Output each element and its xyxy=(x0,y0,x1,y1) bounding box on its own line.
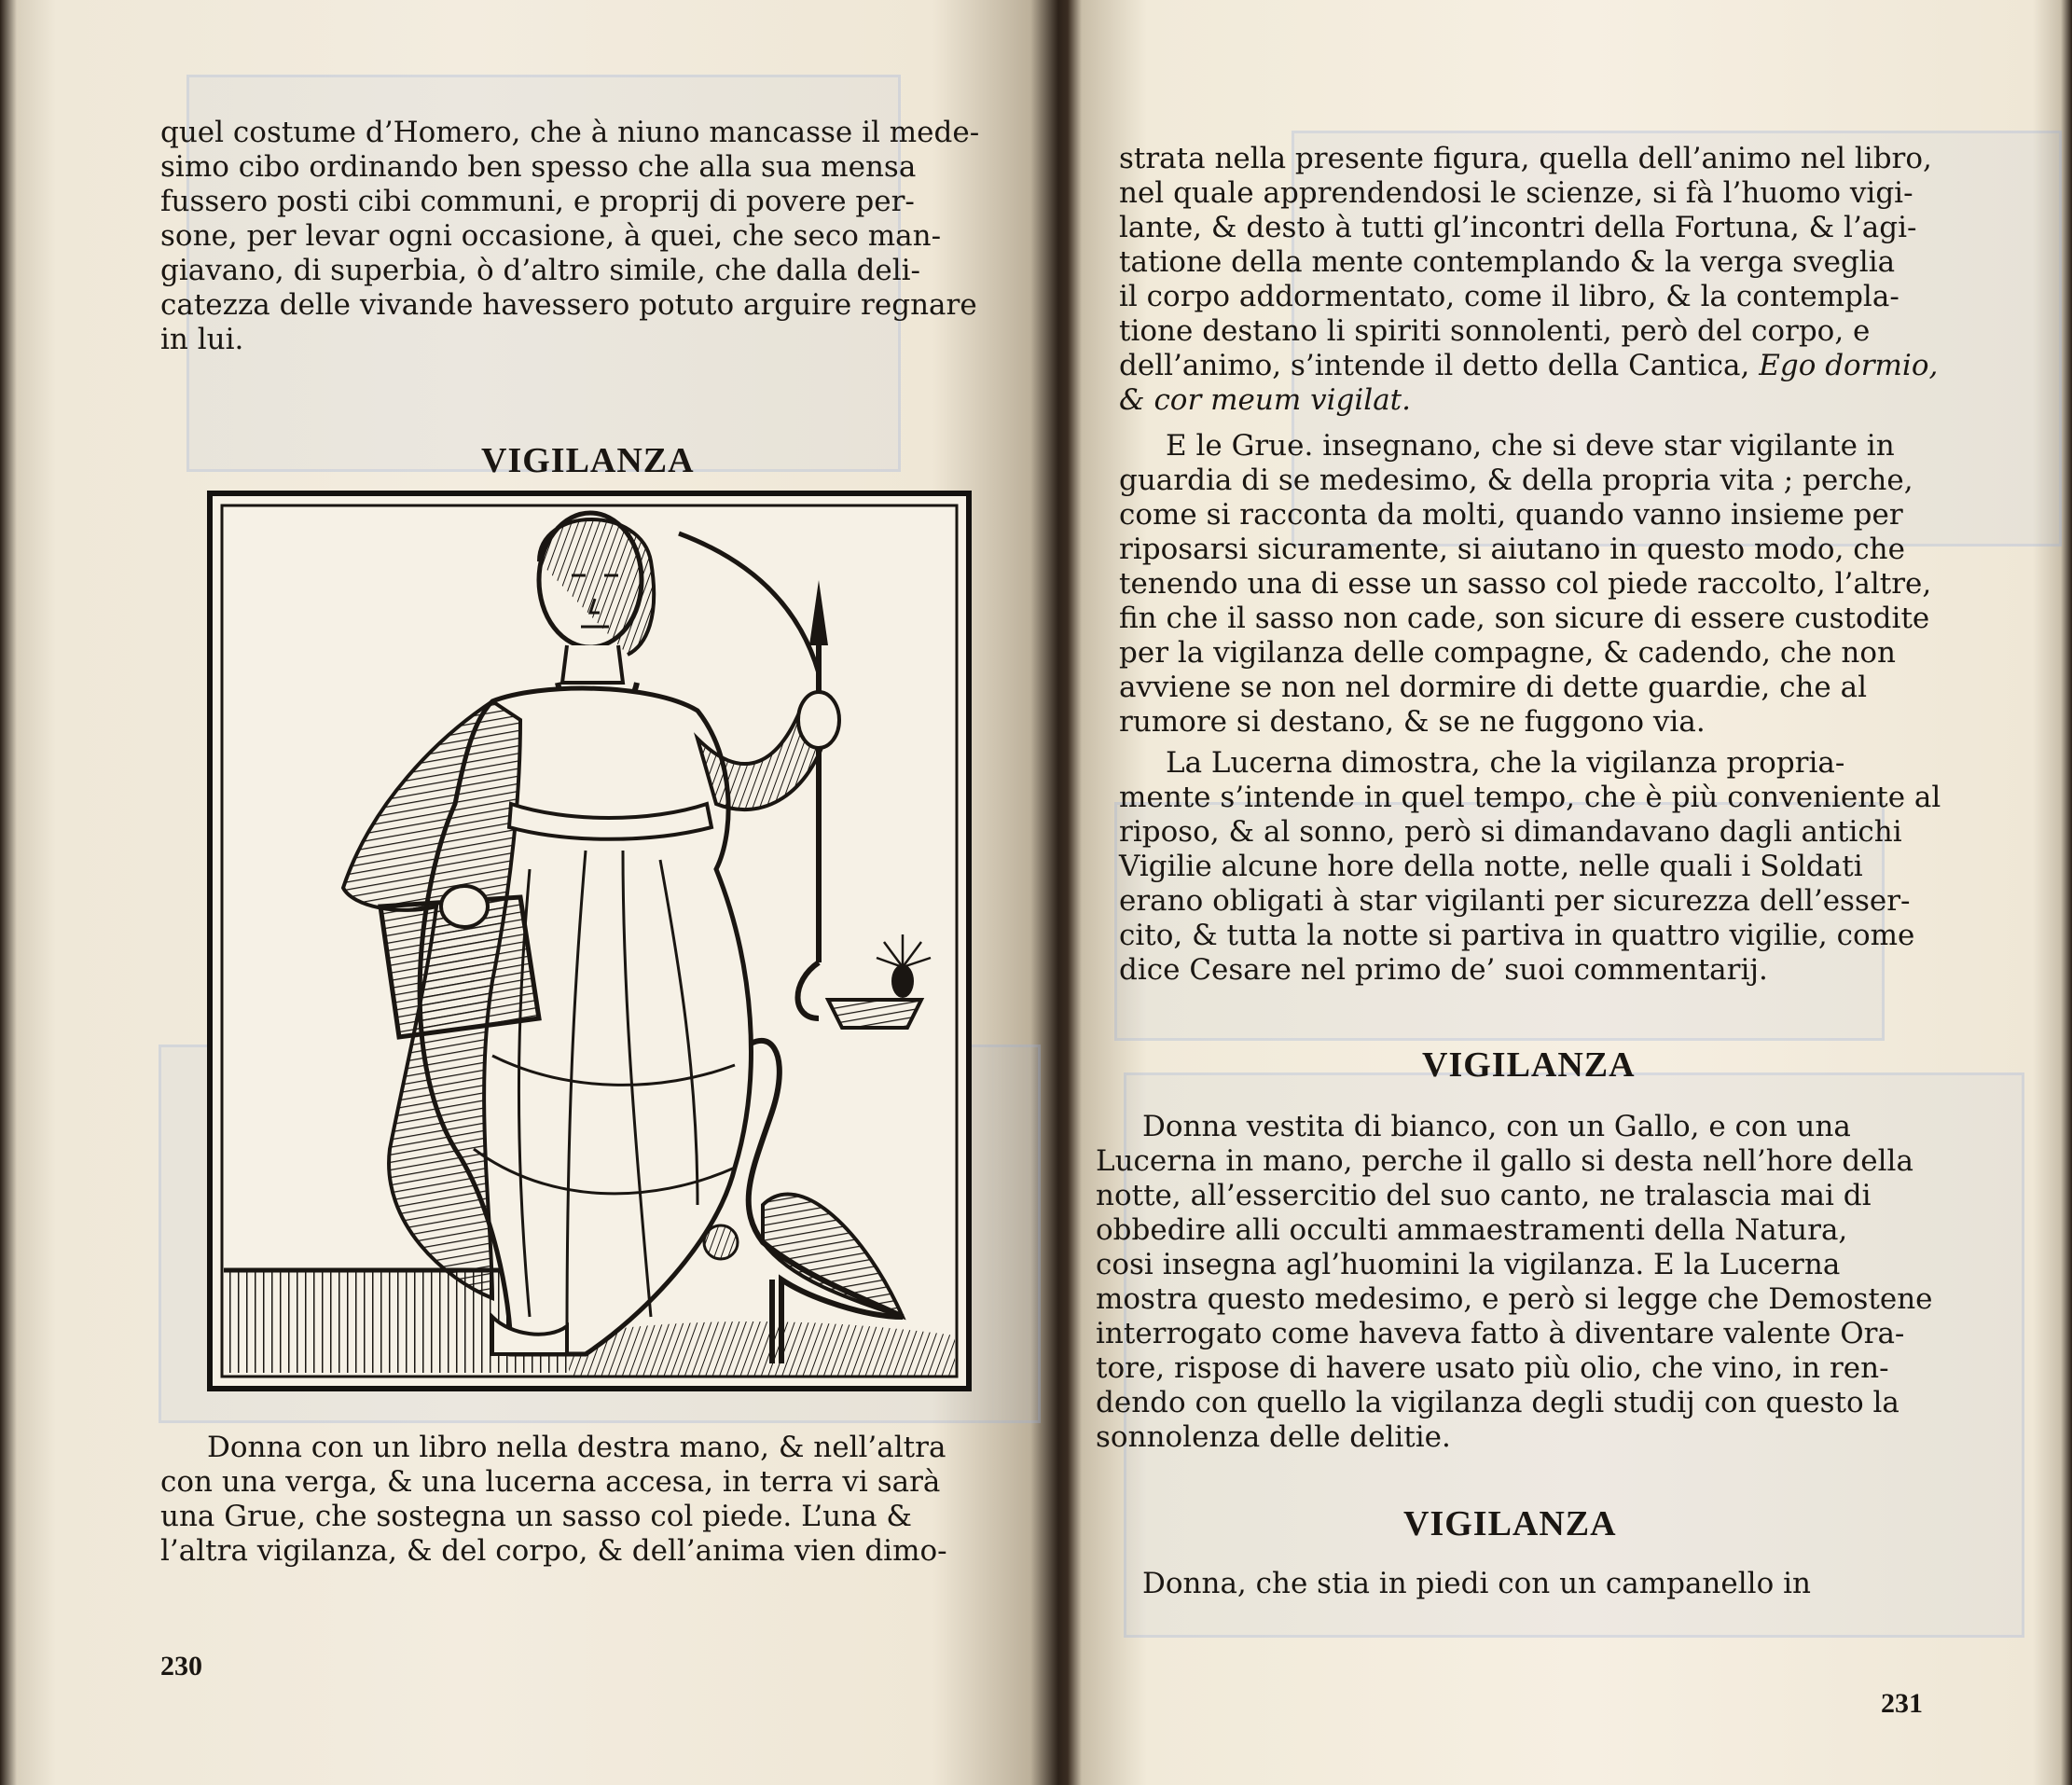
section-heading: VIGILANZA xyxy=(1422,1045,1636,1085)
left-caption-text xyxy=(160,1431,1003,1569)
text-line: sone, per levar ogni occasione, à quei, che seco man- xyxy=(160,219,942,253)
text-line: erano obligati à star vigilanti per sicurezza dell’esser- xyxy=(1119,884,1911,918)
text-line: una Grue, che sostegna un sasso col piede. L’una & xyxy=(160,1500,912,1533)
text-line: mente s’intende in quel tempo, che è più conveniente al xyxy=(1119,781,1941,814)
text-line: Lucerna in mano, perche il gallo si desta nell’hore della xyxy=(1096,1144,1913,1178)
right-para2-text xyxy=(1119,429,2014,740)
text-line: tione destano li spiriti sonnolenti, però del corpo, e xyxy=(1119,314,1871,348)
text-line: nel quale apprendendosi le scienze, si fà l’huomo vigi- xyxy=(1119,176,1913,210)
text-line: Donna vestita di bianco, con un Gallo, e con una xyxy=(1142,1110,1851,1143)
text-line: strata nella presente figura, quella dell’animo nel libro, xyxy=(1119,142,1932,175)
text-line-part: dell’animo, s’intende il detto della Cantica, xyxy=(1119,349,1750,382)
text-line: E le Grue. insegnano, che si deve star vigilante in xyxy=(1166,429,1895,463)
text-line: il corpo addormentato, come il libro, & la contempla- xyxy=(1119,280,1899,313)
text-line: mostra questo medesimo, e però si legge che Demostene xyxy=(1096,1282,1933,1316)
text-line: con una verga, & una lucerna accesa, in terra vi sarà xyxy=(160,1465,941,1499)
text-line: interrogato come haveva fatto à diventare valente Ora- xyxy=(1096,1317,1905,1350)
text-line: notte, all’essercitio del suo canto, ne tralascia mai di xyxy=(1096,1179,1872,1212)
text-line: sonnolenza delle delitie. xyxy=(1096,1420,1451,1454)
text-line: dice Cesare nel primo de’ suoi commentarij. xyxy=(1119,953,1768,987)
text-line: dendo con quello la vigilanza degli studij con questo la xyxy=(1096,1386,1899,1419)
text-line: cito, & tutta la notte si partiva in quattro vigilie, come xyxy=(1119,919,1915,952)
text-line: l’altra vigilanza, & del corpo, & dell’anima vien dimo- xyxy=(160,1534,947,1568)
text-line: rumore si destano, & se ne fuggono via. xyxy=(1119,705,1706,739)
section-heading: VIGILANZA xyxy=(481,441,695,480)
latin-quote: Ego dormio, xyxy=(1759,349,1939,382)
text-line: lante, & desto à tutti gl’incontri della Fortuna, & l’agi- xyxy=(1119,211,1917,244)
text-line xyxy=(1119,349,2014,383)
right-page xyxy=(1068,0,2072,1785)
right-para5-text xyxy=(1142,1567,2000,1601)
latin-quote: & cor meum vigilat. xyxy=(1119,383,1411,417)
text-line: Donna, che stia in piedi con un campanello in xyxy=(1142,1567,1811,1600)
text-line xyxy=(1119,383,2014,418)
text-line: cosi insegna agl’huomini la vigilanza. E la Lucerna xyxy=(1096,1248,1841,1281)
text-line: riposarsi sicuramente, si aiutano in questo modo, che xyxy=(1119,533,1905,566)
text-line: simo cibo ordinando ben spesso che alla sua mensa xyxy=(160,150,917,184)
page-number: 230 xyxy=(160,1651,202,1681)
woodcut-icon xyxy=(213,496,966,1386)
text-line: riposo, & al sonno, però si dimandavano dagli antichi xyxy=(1119,815,1902,849)
text-line: per la vigilanza delle compagne, & cadendo, che non xyxy=(1119,636,1896,670)
text-line: tore, rispose di havere usato più olio, che vino, in ren- xyxy=(1096,1351,1889,1385)
text-line: fussero posti cibi communi, e proprij di povere per- xyxy=(160,185,915,218)
text-line: fin che il sasso non cade, son sicure di essere custodite xyxy=(1119,602,1930,635)
right-para1-text xyxy=(1119,142,2014,418)
text-line: giavano, di superbia, ò d’altro simile, che dalla deli- xyxy=(160,254,921,287)
text-line: avviene se non nel dormire di dette guardie, che al xyxy=(1119,671,1867,704)
text-line: guardia di se medesimo, & della propria vita ; perche, xyxy=(1119,464,1913,497)
text-line: catezza delle vivande havessero potuto arguire regnare xyxy=(160,288,977,322)
text-line: Donna con un libro nella destra mano, & nell’altra xyxy=(207,1431,946,1464)
left-intro-text xyxy=(160,116,1011,357)
text-line: quel costume d’Homero, che à niuno mancasse il mede- xyxy=(160,116,980,149)
section-heading: VIGILANZA xyxy=(1403,1504,1617,1543)
text-line: tatione della mente contemplando & la verga sveglia xyxy=(1119,245,1896,279)
woodcut-illustration xyxy=(207,491,972,1391)
right-para4-text xyxy=(1096,1110,2000,1455)
text-line: obbedire alli occulti ammaestramenti della Natura, xyxy=(1096,1213,1848,1247)
text-line: Vigilie alcune hore della notte, nelle quali i Soldati xyxy=(1119,850,1863,883)
text-line: La Lucerna dimostra, che la vigilanza propria- xyxy=(1166,746,1845,780)
right-para3-text xyxy=(1119,746,2014,988)
page-number: 231 xyxy=(1881,1688,1923,1719)
text-line: come si racconta da molti, quando vanno insieme per xyxy=(1119,498,1903,532)
text-line: in lui. xyxy=(160,323,244,356)
text-line: tenendo una di esse un sasso col piede raccolto, l’altre, xyxy=(1119,567,1932,601)
